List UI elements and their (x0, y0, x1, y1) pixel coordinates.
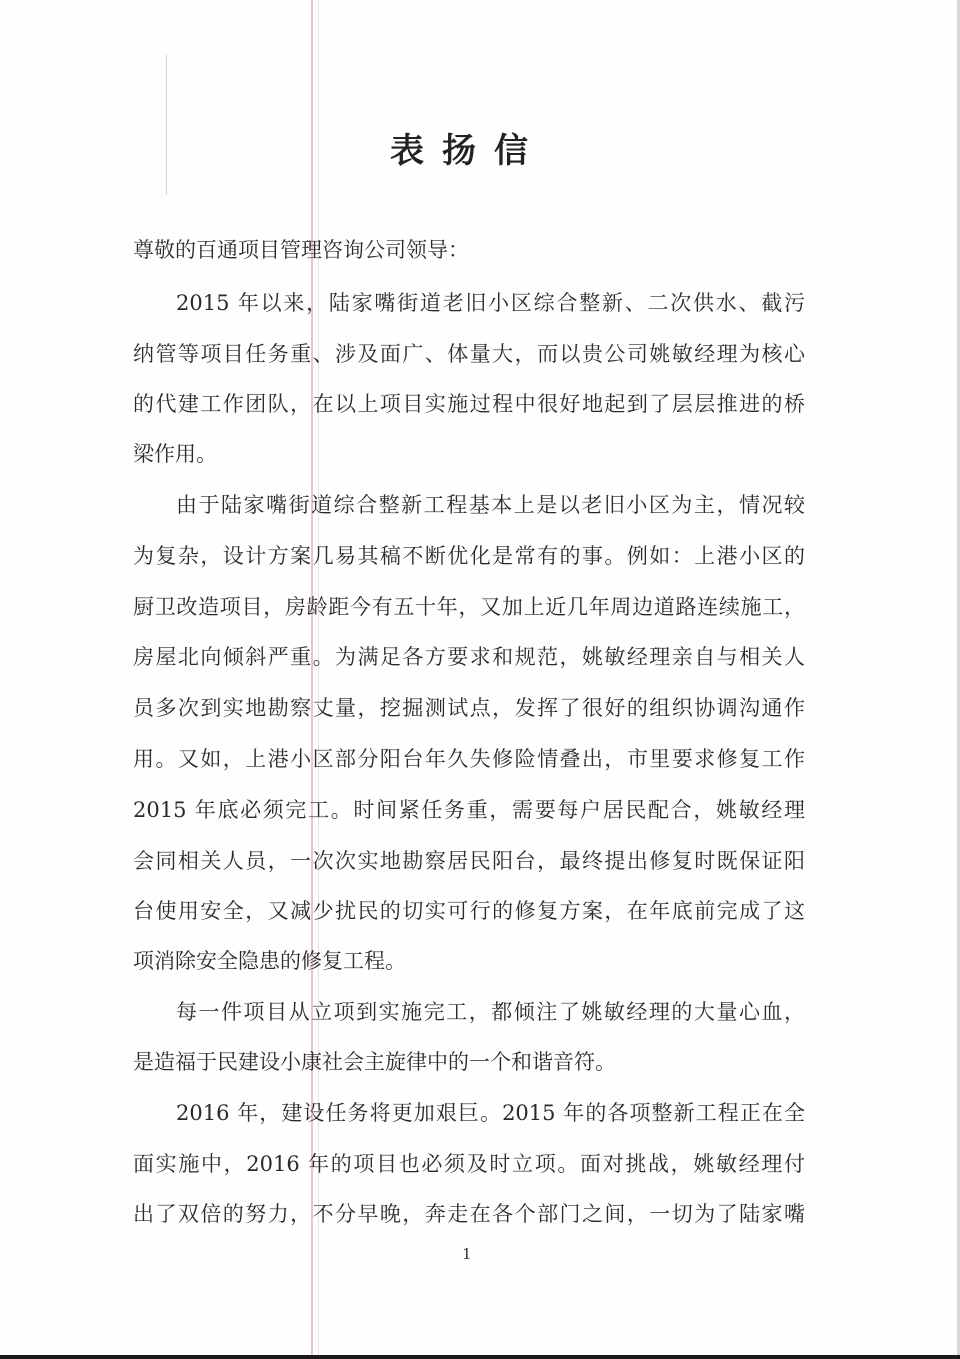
body-line: 员多次到实地勘察丈量，挖掘测试点，发挥了很好的组织协调沟通作 (133, 696, 805, 720)
body-line: 是造福于民建设小康社会主旋律中的一个和谐音符。 (133, 1050, 616, 1074)
body-line: 会同相关人员，一次次实地勘察居民阳台，最终提出修复时既保证阳 (133, 849, 805, 873)
body-line: 为复杂，设计方案几易其稿不断优化是常有的事。例如：上港小区的 (133, 544, 805, 568)
body-line: 2016 年，建设任务将更加艰巨。2015 年的各项整新工程正在全 (176, 1101, 805, 1125)
body-line: 台使用安全，又减少扰民的切实可行的修复方案，在年底前完成了这 (133, 899, 805, 923)
body-line: 厨卫改造项目，房龄距今有五十年，又加上近几年周边道路连续施工， (133, 595, 805, 619)
body-line: 房屋北向倾斜严重。为满足各方要求和规范，姚敏经理亲自与相关人 (133, 645, 805, 669)
body-line: 2015 年以来，陆家嘴街道老旧小区综合整新、二次供水、截污 (176, 291, 805, 315)
body-line: 用。又如，上港小区部分阳台年久失修险情叠出，市里要求修复工作 (133, 747, 805, 771)
scan-edge-bottom (0, 1355, 960, 1359)
letter-title: 表扬信 (390, 131, 546, 171)
body-line: 梁作用。 (133, 442, 217, 466)
body-line: 项消除安全隐患的修复工程。 (133, 949, 406, 973)
body-line: 2015 年底必须完工。时间紧任务重，需要每户居民配合，姚敏经理 (133, 798, 805, 822)
body-line: 每一件项目从立项到实施完工，都倾注了姚敏经理的大量心血， (176, 1000, 805, 1024)
body-line: 的代建工作团队，在以上项目实施过程中很好地起到了层层推进的桥 (133, 392, 805, 416)
body-line: 面实施中，2016 年的项目也必须及时立项。面对挑战，姚敏经理付 (133, 1152, 805, 1176)
body-line: 出了双倍的努力，不分早晚，奔走在各个部门之间，一切为了陆家嘴 (133, 1202, 805, 1226)
body-line: 纳管等项目任务重、涉及面广、体量大，而以贵公司姚敏经理为核心 (133, 342, 805, 366)
body-line: 由于陆家嘴街道综合整新工程基本上是以老旧小区为主，情况较 (176, 493, 805, 517)
letter-salutation: 尊敬的百通项目管理咨询公司领导： (133, 238, 469, 262)
page-number: 1 (462, 1245, 472, 1263)
